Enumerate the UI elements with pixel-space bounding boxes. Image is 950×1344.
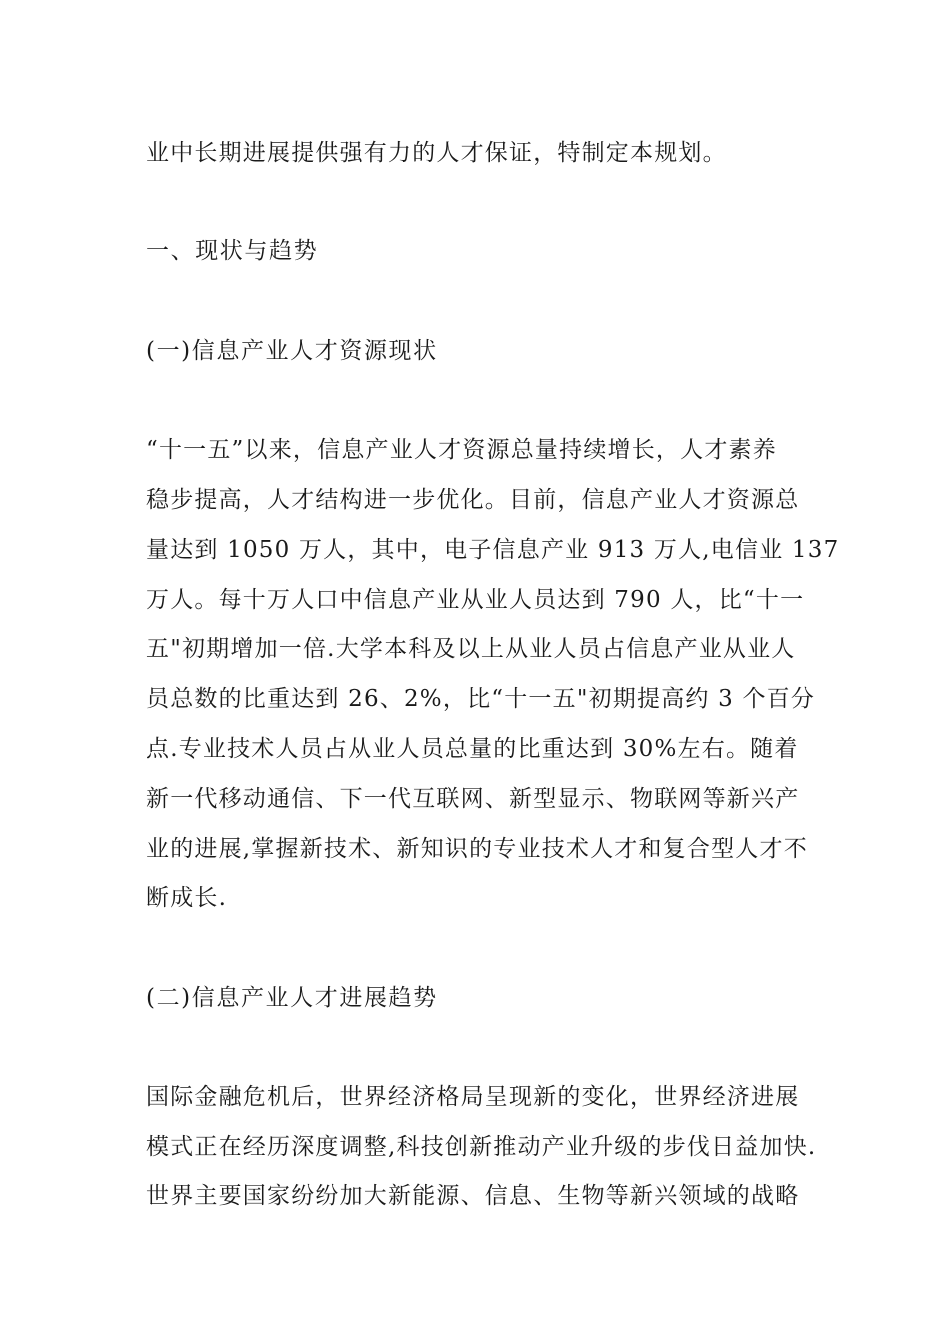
paragraph-1-line: 断成长. <box>146 885 228 911</box>
paragraph-1-line: 业的进展,掌握新技术、新知识的专业技术人才和复合型人才不 <box>146 836 808 862</box>
intro-tail-text: 业中长期进展提供强有力的人才保证，特制定本规划。 <box>146 140 727 166</box>
paragraph-1-line: 五"初期增加一倍.大学本科及以上从业人员占信息产业从业人 <box>146 636 796 662</box>
section-1-title: 一、现状与趋势 <box>146 238 319 264</box>
paragraph-2-line: 模式正在经历深度调整,科技创新推动产业升级的步伐日益加快. <box>146 1134 817 1160</box>
paragraph-1-line: 员总数的比重达到 26、2%，比“十一五"初期提高约 3 个百分 <box>146 686 816 712</box>
paragraph-1-line: 稳步提高，人才结构进一步优化。目前，信息产业人才资源总 <box>146 487 800 513</box>
paragraph-1-line: 点.专业技术人员占从业人员总量的比重达到 30%左右。随着 <box>146 736 799 762</box>
paragraph-1-line: 万人。每十万人口中信息产业从业人员达到 790 人，比“十一 <box>146 587 805 613</box>
paragraph-1-line: 量达到 1050 万人，其中，电子信息产业 913 万人,电信业 137 <box>146 537 840 563</box>
paragraph-1-line: 新一代移动通信、下一代互联网、新型显示、物联网等新兴产 <box>146 786 800 812</box>
paragraph-1-line: “十一五”以来，信息产业人才资源总量持续增长，人才素养 <box>146 437 777 463</box>
paragraph-2-line: 国际金融危机后，世界经济格局呈现新的变化，世界经济进展 <box>146 1084 800 1110</box>
paragraph-2-line: 世界主要国家纷纷加大新能源、信息、生物等新兴领域的战略 <box>146 1183 800 1209</box>
subsection-1-title: (一)信息产业人才资源现状 <box>146 338 438 364</box>
subsection-2-title: (二)信息产业人才进展趋势 <box>146 985 438 1011</box>
